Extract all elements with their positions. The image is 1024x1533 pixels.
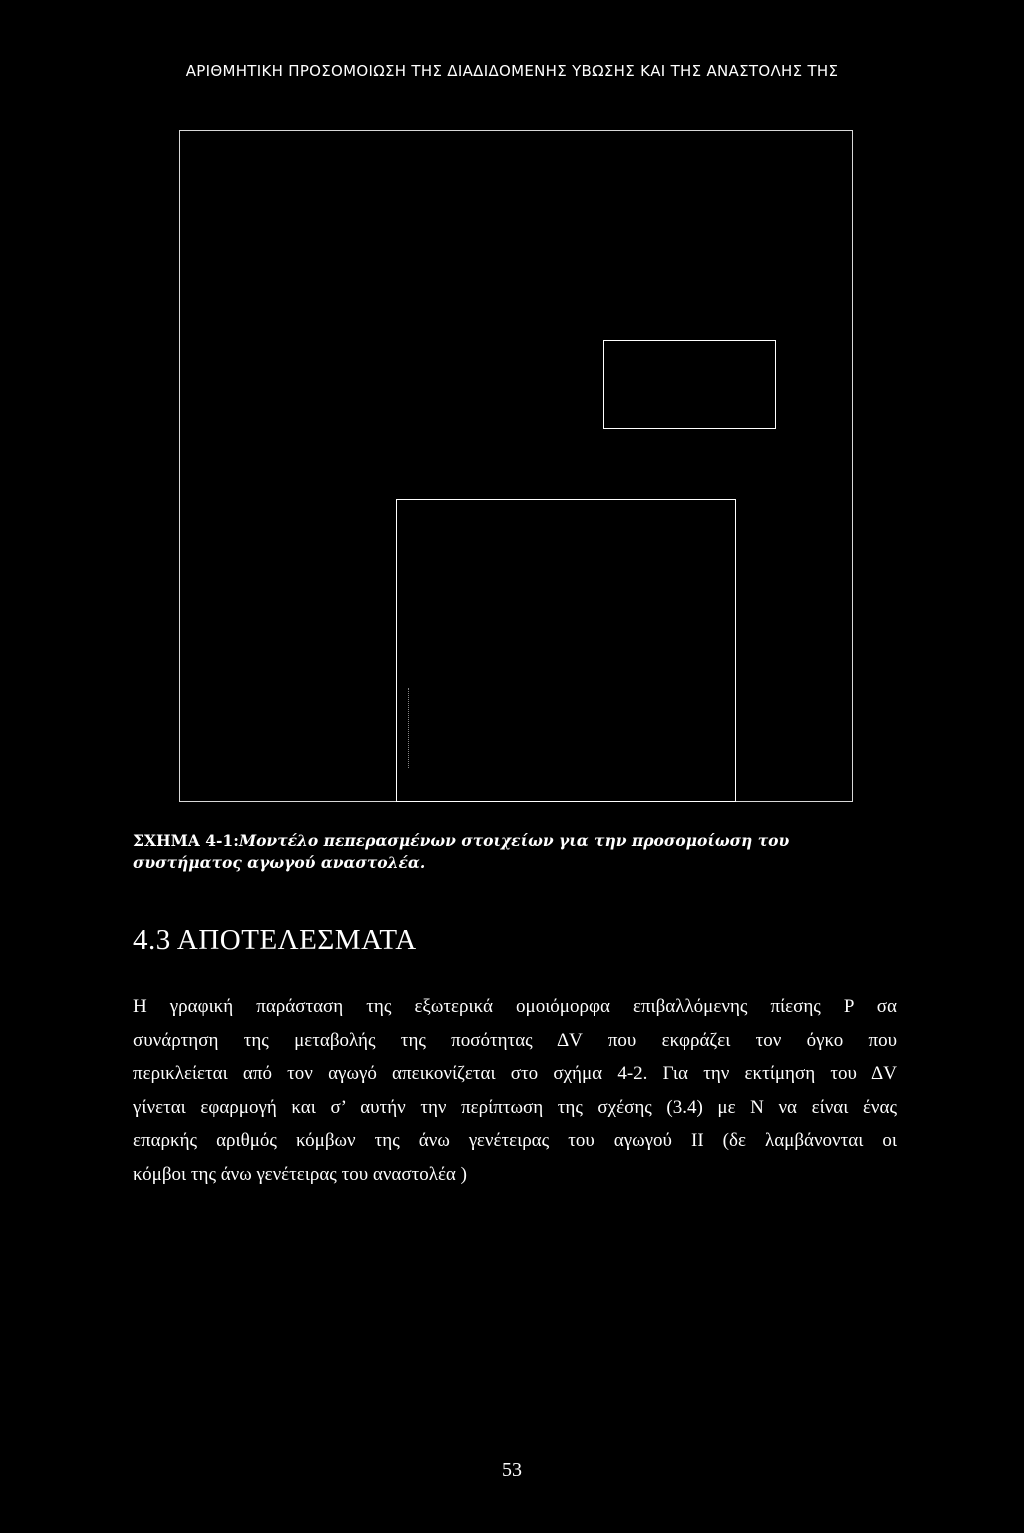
figure-caption-label: ΣΧΗΜΑ 4-1:: [133, 831, 239, 850]
paragraph-line: επαρκής αριθμός κόμβων της άνω γενέτειρας του αγωγού ΙΙ (δε λαμβάνονται οι: [133, 1130, 897, 1151]
running-header: ΑΡΙΘΜΗΤΙΚΗ ΠΡΟΣΟΜΟΙΩΣΗ ΤΗΣ ΔΙΑΔΙΔΟΜΕΝΗΣ ΥΒΩΣΗΣ ΚΑΙ ΤΗΣ ΑΝΑΣΤΟΛΗΣ ΤΗΣ: [185, 62, 839, 80]
figure-caption: [133, 830, 893, 874]
paragraph-line: γίνεται εφαρμογή και σ’ αυτήν την περίπτωση της σχέσης (3.4) με Ν να είναι ένας: [133, 1096, 897, 1118]
page-number: 53: [502, 1459, 522, 1481]
paragraph-line: Η γραφική παράσταση της εξωτερικά ομοιόμορφα επιβαλλόμενης πίεσης P σα: [133, 996, 897, 1017]
figure-large-rectangle: [396, 499, 736, 802]
finite-element-model-figure: [176, 128, 852, 804]
paragraph-line: περικλείεται από τον αγωγό απεικονίζεται στο σχήμα 4-2. Για την εκτίμηση του ΔV: [133, 1063, 897, 1084]
figure-caption-text: Μοντέλο πεπερασμένων στοιχείων για την προσομοίωση του συστήματος αγωγού αναστολέα.: [133, 831, 790, 872]
section-heading: 4.3 ΑΠΟΤΕΛΕΣΜΑΤΑ: [133, 924, 417, 956]
paragraph-line: συνάρτηση της μεταβολής της ποσότητας ΔV που εκφράζει τον όγκο που: [133, 1029, 897, 1051]
figure-dotted-trace: [408, 688, 413, 768]
figure-small-rectangle: [603, 340, 776, 429]
results-paragraph: [133, 990, 897, 1191]
paragraph-line: κόμβοι της άνω γενέτειρας του αναστολέα ): [133, 1163, 467, 1185]
